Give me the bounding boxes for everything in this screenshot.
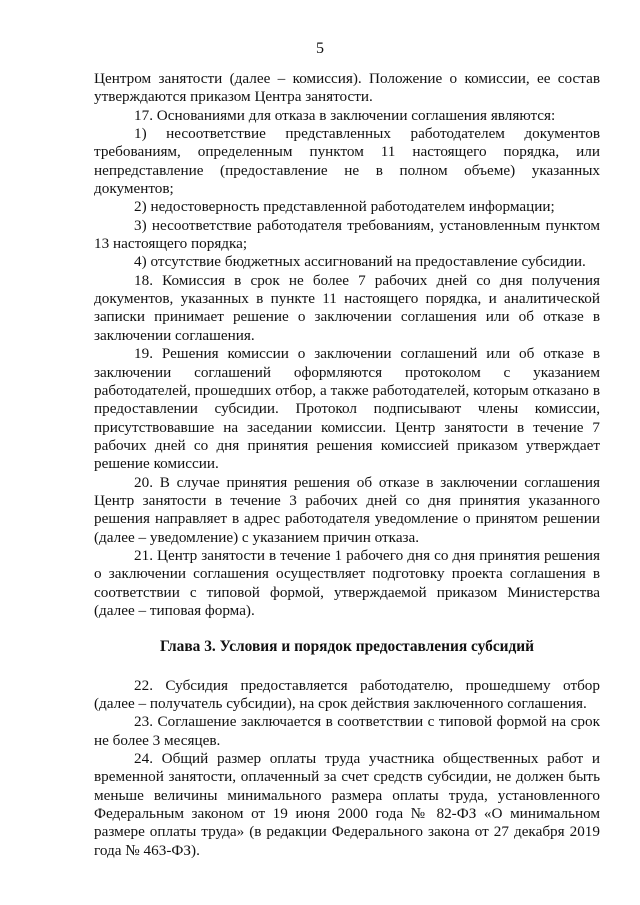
paragraph-21: 21. Центр занятости в течение 1 рабочего дня со дня принятия решения о заключении соглашения осуществляет подготовку проекта соглашения в соответствии с типовой формой, утверждаемой приказом Министерства (далее – типовая форма). xyxy=(94,546,600,619)
paragraph-17-item-2: 2) недостоверность представленной работодателем информации; xyxy=(134,198,555,216)
paragraph-17-item-3: 3) несоответствие работодателя требованиям, установленным пунктом 13 настоящего порядка; xyxy=(94,216,600,253)
paragraph-continuation: Центром занятости (далее – комиссия). Положение о комиссии, ее состав утверждаются приказом Центра занятости. xyxy=(94,70,600,106)
paragraph-17-item-4: 4) отсутствие бюджетных ассигнований на предоставление субсидии. xyxy=(134,253,586,271)
paragraph-18: 18. Комиссия в срок не более 7 рабочих дней со дня получения документов, указанных в пункте 11 настоящего порядка, и аналитической записки принимает решение о заключении соглашения или об отказе в заключении соглашения. xyxy=(94,271,600,344)
paragraph-17-item-1: 1) несоответствие представленных работодателем документов требованиям, определенным пунктом 11 настоящего порядка, или непредставление (предоставление не в полном объеме) указанных документов; xyxy=(94,125,600,198)
paragraph-20: 20. В случае принятия решения об отказе в заключении соглашения Центр занятости в течение 3 рабочих дней со дня принятия указанного решения направляет в адрес работодателя уведомление о принятом решении (далее – уведомление) с указанием причин отказа. xyxy=(94,473,600,546)
paragraph-19: 19. Решения комиссии о заключении соглашений или об отказе в заключении соглашений оформляются протоколом с указанием работодателей, прошедших отбор, а также работодателей, которым отказано в предоставлении субсидии. Протокол подписывают члены комиссии, присутствовавшие на заседании комиссии. Центр занятости в течение 7 рабочих дней со дня принятия решения комиссией приказом утверждает решение комиссии. xyxy=(94,345,600,473)
paragraph-22: 22. Субсидия предоставляется работодателю, прошедшему отбор (далее – получатель субсидии), на срок действия заключенного соглашения. xyxy=(94,676,600,712)
page-number: 5 xyxy=(316,40,324,57)
paragraph-23: 23. Соглашение заключается в соответствии с типовой формой на срок не более 3 месяцев. xyxy=(94,713,600,749)
paragraph-24: 24. Общий размер оплаты труда участника общественных работ и временной занятости, оплаченный за счет средств субсидии, не должен быть меньше величины минимального размера оплаты труда, установленного Федеральным законом от 19 июня 2000 года № 82-ФЗ «О минимальном размере оплаты труда» (в редакции Федерального закона от 27 декабря 2019 года № 463-ФЗ). xyxy=(94,750,600,859)
chapter-title: Глава 3. Условия и порядок предоставления субсидий xyxy=(159,638,535,656)
paragraph-17: 17. Основаниями для отказа в заключении соглашения являются: xyxy=(134,106,556,124)
document-body xyxy=(94,70,600,860)
